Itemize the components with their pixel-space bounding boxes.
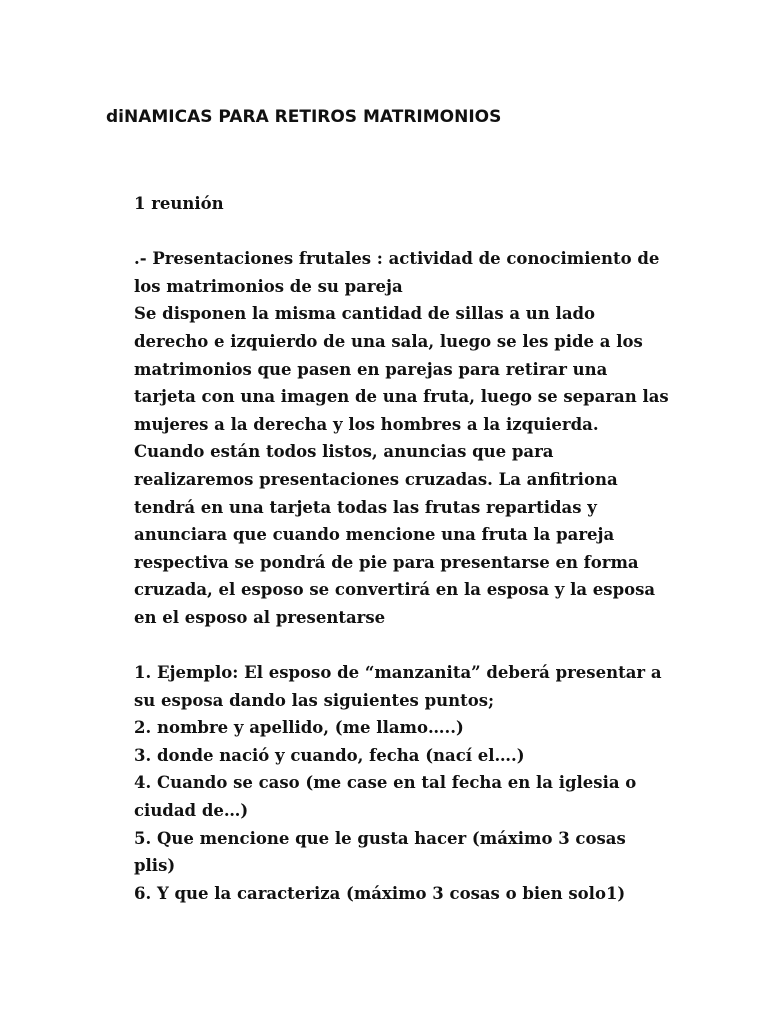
list-line: plis) — [134, 856, 176, 876]
list-line: 2. nombre y apellido, (me llamo…..) — [134, 718, 464, 738]
paragraph-line: tarjeta con una imagen de una fruta, luego se separan las — [134, 387, 669, 407]
paragraph-spacer — [134, 632, 682, 660]
list-line: 5. Que mencione que le gusta hacer (máximo 3 cosas — [134, 828, 626, 848]
paragraph-line: respectiva se pondrá de pie para presentarse en forma — [134, 552, 639, 572]
paragraph-line: .- Presentaciones frutales : actividad de conocimiento de — [134, 249, 660, 269]
paragraph-line: en el esposo al presentarse — [134, 607, 386, 627]
paragraph-line: tendrá en una tarjeta todas las frutas repartidas y — [134, 497, 597, 517]
paragraph-line: Cuando están todos listos, anuncias que para — [134, 442, 554, 462]
paragraph-line: mujeres a la derecha y los hombres a la izquierda. — [134, 414, 599, 434]
list-line: su esposa dando las siguientes puntos; — [134, 690, 495, 710]
paragraph-line: realizaremos presentaciones cruzadas. La anfitriona — [134, 469, 618, 489]
paragraph-line: anunciara que cuando mencione una fruta la pareja — [134, 525, 615, 545]
list-line: 1. Ejemplo: El esposo de “manzanita” deberá presentar a — [134, 663, 662, 683]
list-line: ciudad de…) — [134, 801, 249, 821]
document-body — [134, 190, 682, 907]
list-line: 4. Cuando se caso (me case en tal fecha en la iglesia o — [134, 773, 637, 793]
paragraph-line: cruzada, el esposo se convertirá en la esposa y la esposa — [134, 580, 656, 600]
list-line: 3. donde nació y cuando, fecha (nací el….) — [134, 745, 525, 765]
section-heading: 1 reunión — [134, 194, 224, 213]
paragraph-line: derecho e izquierdo de una sala, luego se les pide a los — [134, 331, 643, 351]
document-title: diNAMICAS PARA RETIROS MATRIMONIOS — [106, 107, 502, 127]
paragraph-line: los matrimonios de su pareja — [134, 276, 403, 296]
paragraph-line: matrimonios que pasen en parejas para retirar una — [134, 359, 608, 379]
list-line: 6. Y que la caracteriza (máximo 3 cosas o bien solo1) — [134, 883, 626, 903]
paragraph-line: Se disponen la misma cantidad de sillas a un lado — [134, 304, 596, 324]
